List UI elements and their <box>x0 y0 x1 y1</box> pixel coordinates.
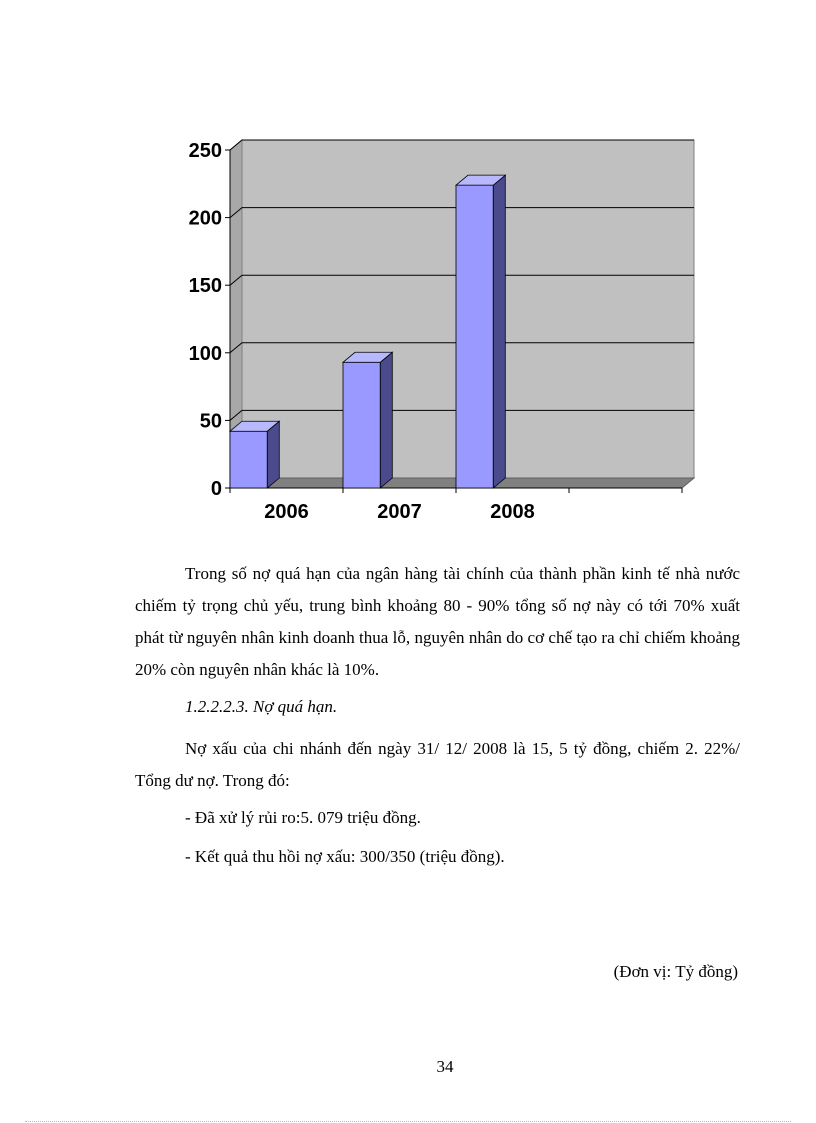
bar-2008 <box>456 185 493 488</box>
paragraph-1-text: Trong số nợ quá hạn của ngân hàng tài chính của thành phần kinh tế nhà nước chiếm tỷ trọng chủ yếu, trung bình khoảng 80 - 90% tổng số nợ này có tới 70% xuất phát từ nguyên nhân kinh doanh thua lỗ, nguyên nhân do cơ chế tạo ra chỉ chiếm khoảng 20% còn nguyên nhân khác là 10%. <box>135 564 740 679</box>
unit-note: (Đơn vị: Tỷ đồng) <box>613 962 738 981</box>
page-number: 34 <box>436 1057 454 1076</box>
bar-side-2007 <box>380 352 392 488</box>
bar-2006 <box>230 431 267 488</box>
y-tick-label-250: 250 <box>188 140 222 162</box>
y-tick-label-150: 150 <box>188 275 222 298</box>
x-tick-label-2007: 2007 <box>377 501 422 523</box>
bar-2007 <box>343 362 380 488</box>
x-tick-label-2008: 2008 <box>490 501 535 523</box>
body-paragraph-1 <box>135 558 740 686</box>
bar-side-2008 <box>493 175 505 488</box>
section-heading: 1.2.2.2.3. Nợ quá hạn. <box>185 697 338 716</box>
y-tick-label-0: 0 <box>210 478 222 500</box>
body-paragraph-2 <box>135 733 740 797</box>
y-tick-label-200: 200 <box>188 207 222 230</box>
bar-chart <box>0 0 816 540</box>
paragraph-2-text: Nợ xấu của chi nhánh đến ngày 31/ 12/ 2008 là 15, 5 tỷ đồng, chiếm 2. 22%/ Tổng dư nợ. Trong đó: <box>135 739 740 790</box>
page-bottom-divider <box>25 1121 791 1122</box>
bullet-item-2: - Kết quả thu hồi nợ xấu: 300/350 (triệu đồng). <box>185 847 505 866</box>
bar-side-2006 <box>267 421 279 488</box>
x-tick-label-2006: 2006 <box>264 501 309 523</box>
bullet-item-1: - Đã xử lý rủi ro:5. 079 triệu đồng. <box>185 808 421 827</box>
y-tick-label-100: 100 <box>188 342 222 365</box>
y-tick-label-50: 50 <box>199 410 222 433</box>
